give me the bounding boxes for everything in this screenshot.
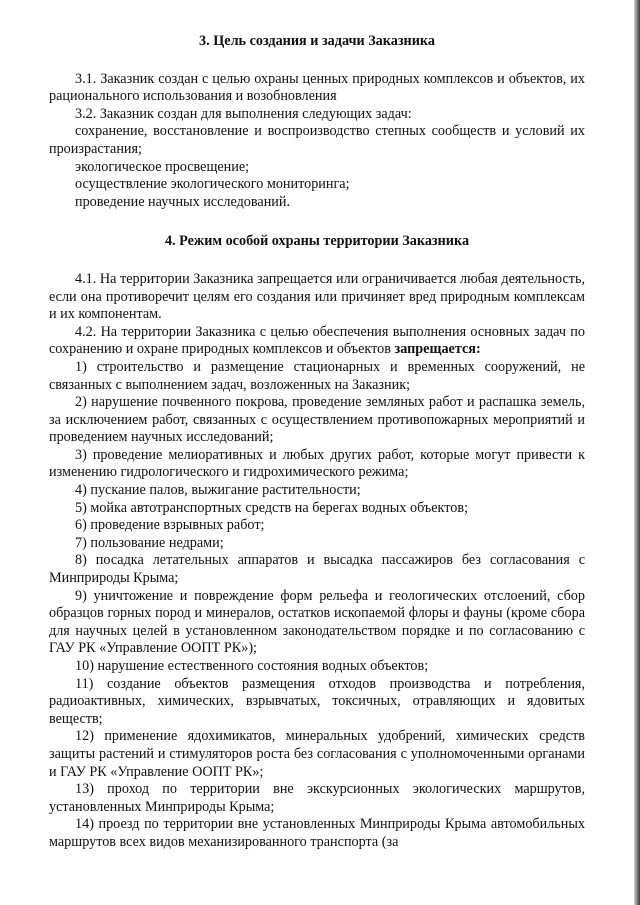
paragraph-4-2-text: 4.2. На территории Заказника с целью обеспечения выполнения основных задач по сохранению и охране природных комплексов и объектов — [49, 323, 585, 358]
section-4-heading: 4. Режим особой охраны территории Заказника — [164, 233, 470, 250]
prohibition-item: 6) проведение взрывных работ; — [75, 517, 265, 534]
prohibition-item: 8) посадка летательных аппаратов и высадка пассажиров без согласования с Минприроды Крыма; — [49, 552, 585, 587]
section-3-heading: 3. Цель создания и задачи Заказника — [199, 33, 435, 49]
prohibition-item: 9) уничтожение и повреждение форм рельефа и геологических отслоений, сбор образцов горных пород и минералов, остатков ископаемой флоры и фауны (кроме сбора для научных целей в установленном законодательством порядке и по согласованию с ГАУ РК «Управление ООПТ РК»); — [49, 587, 585, 657]
task-item: экологическое просвещение; — [75, 158, 250, 175]
prohibition-item: 4) пускание палов, выжигание растительности; — [75, 482, 361, 499]
prohibition-item: 14) проезд по территории вне установленных Минприроды Крыма автомобильных маршрутов всех видов механизированного транспорта (за — [49, 816, 585, 850]
paragraph-4-2 — [49, 324, 585, 359]
task-item: проведение научных исследований. — [75, 193, 291, 210]
task-item: осуществление экологического мониторинга; — [75, 176, 350, 193]
prohibition-item: 13) проход по территории вне экскурсионных экологических маршрутов, установленных Минприроды Крыма; — [49, 781, 585, 815]
paragraph-4-1: 4.1. На территории Заказника запрещается или ограничивается любая деятельность, если она противоречит целям его создания или причиняет вред природным комплексам и их компонентам. — [49, 270, 585, 323]
prohibition-item: 10) нарушение естественного состояния водных объектов; — [75, 658, 429, 674]
prohibition-item: 12) применение ядохимикатов, минеральных удобрений, химических средств защиты растений и стимуляторов роста без согласования с уполномоченными органами и ГАУ РК «Управление ООПТ РК»; — [49, 728, 585, 780]
paragraph-3-2: 3.2. Заказник создан для выполнения следующих задач: — [75, 105, 412, 122]
prohibition-item: 2) нарушение почвенного покрова, проведение земляных работ и распашка земель, за исключением работ, связанных с осуществлением противопожарных мероприятий и проведением научных исследований; — [49, 394, 585, 446]
scan-edge-shadow — [634, 0, 640, 905]
prohibition-item: 7) пользование недрами; — [75, 534, 224, 551]
paragraph-4-2-bold: запрещается: — [394, 341, 481, 358]
task-item: сохранение, восстановление и воспроизводство степных сообществ и условий их произрастания; — [49, 123, 585, 157]
paragraph-3-1: 3.1. Заказник создан с целью охраны ценных природных комплексов и объектов, их рационального использования и возобновления — [49, 70, 585, 105]
prohibition-item: 11) создание объектов размещения отходов производства и потребления, радиоактивных, химических, взрывчатых, токсичных, отравляющих и ядовитых веществ; — [49, 675, 585, 727]
prohibition-item: 5) мойка автотранспортных средств на берегах водных объектов; — [75, 499, 469, 516]
prohibition-item: 1) строительство и размещение стационарных и временных сооружений, не связанных с выполнением задач, возложенных на Заказник; — [49, 358, 585, 393]
prohibition-item: 3) проведение мелиоративных и любых других работ, которые могут привести к изменению гидрологического и гидрохимического режима; — [49, 446, 585, 481]
document-body — [49, 33, 585, 852]
